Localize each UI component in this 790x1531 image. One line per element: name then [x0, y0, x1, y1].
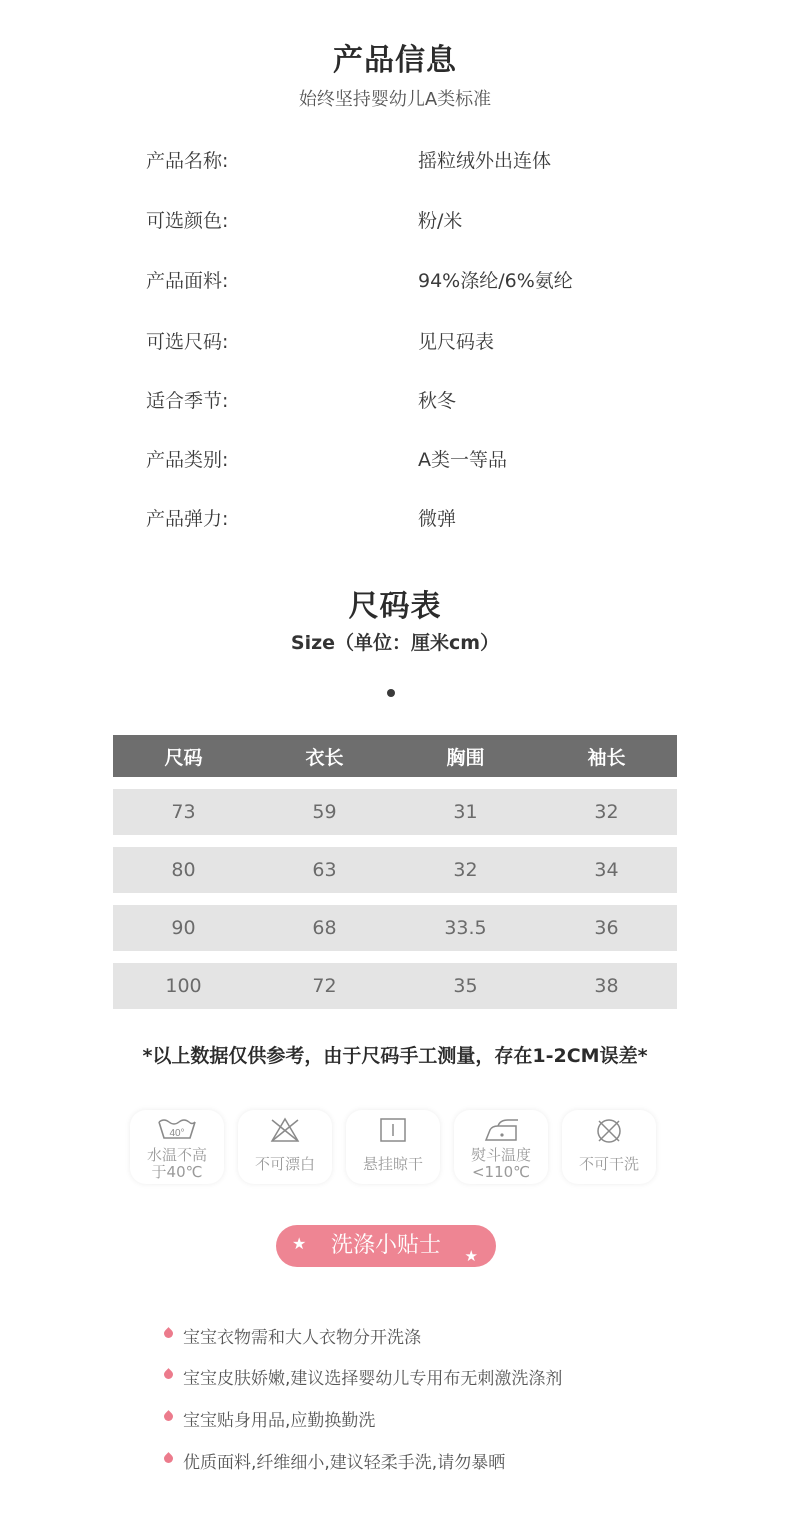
info-row: [0, 146, 790, 176]
droplet-icon: [162, 1327, 175, 1340]
info-value: 秋冬: [418, 390, 457, 412]
table-cell: 72: [312, 975, 337, 997]
info-row: [0, 386, 790, 416]
info-value: 摇粒绒外出连体: [418, 150, 552, 172]
droplet-icon: [162, 1410, 175, 1423]
care-label: 不可干洗: [578, 1155, 639, 1173]
table-cell: 31: [453, 801, 478, 823]
table-cell: 33.5: [444, 917, 487, 939]
table-cell: 32: [594, 801, 619, 823]
info-value: 见尺码表: [418, 331, 495, 353]
table-cell: 36: [594, 917, 619, 939]
droplet-icon: [162, 1452, 175, 1465]
info-row: [0, 327, 790, 357]
tip-item: [162, 1448, 722, 1472]
info-row: [0, 504, 790, 534]
table-cell: 90: [171, 917, 196, 939]
care-label-2: <110℃: [471, 1163, 531, 1181]
table-cell: 68: [312, 917, 337, 939]
product-info-subtitle: 始终坚持婴幼儿A类标准: [298, 89, 492, 110]
info-label: 产品类别:: [146, 449, 229, 471]
table-header: [113, 735, 677, 777]
wash-tips-title: 洗涤小贴士: [330, 1233, 441, 1258]
care-card-hang: [346, 1110, 440, 1184]
wash-temp-badge: 40°: [169, 1128, 185, 1139]
info-value: 微弹: [418, 508, 457, 530]
size-chart-title: 尺码表: [348, 589, 442, 624]
table-cell: 73: [171, 801, 196, 823]
table-cell: 63: [312, 859, 337, 881]
care-label-2: 于40℃: [151, 1163, 203, 1181]
table-cell: 35: [453, 975, 478, 997]
care-label: 悬挂晾干: [362, 1155, 423, 1173]
table-row: [113, 847, 677, 893]
table-cell: 100: [165, 975, 202, 997]
info-label: 可选颜色:: [146, 210, 229, 232]
care-label: 水温不高: [146, 1146, 207, 1164]
info-label: 适合季节:: [146, 390, 229, 412]
care-card-iron: [454, 1110, 548, 1184]
tip-text: 宝宝皮肤娇嫩,建议选择婴幼儿专用布无刺激洗涤剂: [183, 1369, 563, 1389]
table-cell: 59: [312, 801, 337, 823]
bullet-dot: [387, 689, 395, 697]
care-card-bleach: [238, 1110, 332, 1184]
product-info-title: 产品信息: [333, 43, 457, 78]
tip-text: 优质面料,纤维细小,建议轻柔手洗,请勿暴晒: [183, 1453, 506, 1473]
info-label: 产品弹力:: [146, 508, 229, 530]
wash-40-icon: [130, 1116, 224, 1144]
table-header-cell: 衣长: [305, 746, 344, 769]
table-row: [113, 963, 677, 1009]
table-header-cell: 尺码: [164, 746, 203, 769]
info-label: 产品名称:: [146, 150, 229, 172]
table-cell: 32: [453, 859, 478, 881]
info-value: 94%涤纶/6%氨纶: [418, 270, 573, 292]
tip-text: 宝宝贴身用品,应勤换勤洗: [183, 1411, 376, 1431]
iron-icon: [454, 1116, 548, 1144]
info-row: [0, 445, 790, 475]
tip-item: [162, 1323, 722, 1347]
star-icon: ★: [464, 1247, 478, 1265]
measurement-note: *以上数据仅供参考，由于尺码手工测量，存在1-2CM误差*: [142, 1045, 648, 1067]
info-row: [0, 266, 790, 296]
droplet-icon: [162, 1368, 175, 1381]
table-cell: 80: [171, 859, 196, 881]
no-bleach-icon: [238, 1116, 332, 1144]
info-value: 粉/米: [418, 210, 463, 232]
info-row: [0, 206, 790, 236]
tip-item: [162, 1364, 722, 1388]
size-chart-subtitle: Size（单位：厘米cm）: [290, 632, 500, 654]
info-label: 可选尺码:: [146, 331, 229, 353]
table-header-cell: 袖长: [587, 746, 626, 769]
tip-item: [162, 1406, 722, 1430]
care-label: 不可漂白: [254, 1155, 315, 1173]
table-header-cell: 胸围: [446, 746, 485, 769]
hang-dry-icon: [346, 1116, 440, 1144]
table-row: [113, 789, 677, 835]
table-row: [113, 905, 677, 951]
star-icon: ★: [292, 1234, 307, 1253]
care-label: 熨斗温度: [470, 1146, 531, 1164]
table-cell: 34: [594, 859, 619, 881]
info-value: A类一等品: [418, 449, 507, 471]
care-card-wash: [130, 1110, 224, 1184]
tip-text: 宝宝衣物需和大人衣物分开洗涤: [183, 1328, 421, 1348]
info-label: 产品面料:: [146, 270, 229, 292]
no-dry-clean-icon: [562, 1116, 656, 1144]
wash-tips-badge: [276, 1225, 496, 1267]
care-card-dryclean: [562, 1110, 656, 1184]
table-cell: 38: [594, 975, 619, 997]
